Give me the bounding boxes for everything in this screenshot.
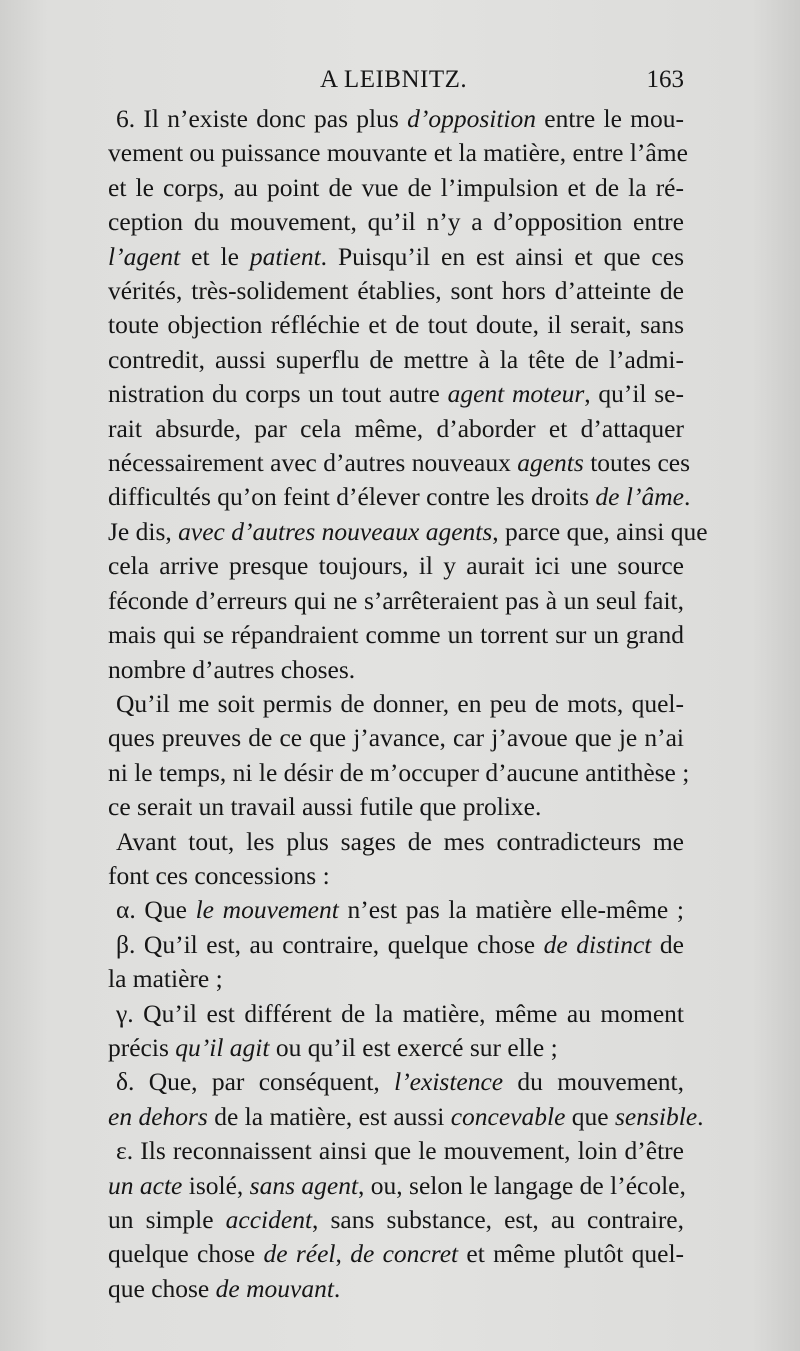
text-line: et le corps, au point de vue de l’impulsion et de la ré- bbox=[108, 172, 684, 202]
text-line: un simple accident, sans substance, est, au contraire, bbox=[108, 1205, 685, 1234]
text-line: précis qu’il agit ou qu’il est exercé sur elle ; bbox=[108, 1032, 558, 1062]
text-line: féconde d’erreurs qui ne s’arrêteraient pas à un seul fait, bbox=[108, 585, 684, 615]
text-line: ception du mouvement, qu’il n’y a d’opposition entre bbox=[108, 207, 684, 237]
text-line: ques preuves de ce que j’avance, car j’avoue que je n’ai bbox=[108, 723, 684, 753]
list-item-delta: δ. Que, par conséquent, l’existence du mouvement, bbox=[116, 1067, 684, 1097]
text-line: rait absurde, par cela même, d’aborder et d’attaquer bbox=[108, 413, 684, 443]
text-line: que chose de mouvant. bbox=[108, 1273, 341, 1303]
text-line: nombre d’autres choses. bbox=[108, 654, 356, 684]
body-text bbox=[108, 102, 708, 1306]
list-item-alpha: α. Que le mouvement n’est pas la matière elle-même ; bbox=[116, 895, 685, 925]
text-line: un acte isolé, sans agent, ou, selon le langage de l’école, bbox=[108, 1170, 686, 1200]
text-line: vérités, très-solidement établies, sont hors d’atteinte de bbox=[108, 276, 684, 306]
text-line: contredit, aussi superflu de mettre à la tête de l’admi- bbox=[108, 344, 684, 374]
text-line: vement ou puissance mouvante et la matière, entre l’âme bbox=[108, 138, 688, 168]
text-line: toute objection réfléchie et de tout doute, il serait, sans bbox=[108, 310, 684, 340]
text-line: l’agent et le patient. Puisqu’il en est ainsi et que ces bbox=[108, 241, 684, 271]
text-line: difficultés qu’on feint d’élever contre les droits de l’âme. bbox=[108, 482, 691, 512]
text-line: Je dis, avec d’autres nouveaux agents, parce que, ainsi que bbox=[108, 516, 708, 546]
text-line: ni le temps, ni le désir de m’occuper d’aucune antithèse ; bbox=[108, 757, 690, 787]
text-line: 6. Il n’existe donc pas plus d’opposition entre le mou- bbox=[116, 104, 684, 133]
text-line: Qu’il me soit permis de donner, en peu de mots, quel- bbox=[116, 688, 684, 718]
text-line: nistration du corps un tout autre agent moteur, qu’il se- bbox=[108, 379, 684, 409]
text-line: Avant tout, les plus sages de mes contradicteurs me bbox=[116, 826, 684, 856]
text-line: mais qui se répandraient comme un torrent sur un grand bbox=[108, 620, 684, 650]
list-item-gamma: γ. Qu’il est différent de la matière, même au moment bbox=[116, 998, 684, 1028]
text-line: font ces concessions : bbox=[108, 860, 330, 890]
list-item-beta: β. Qu’il est, au contraire, quelque chose de distinct de bbox=[116, 929, 684, 959]
page-number: 163 bbox=[646, 66, 684, 93]
list-item-epsilon: ε. Ils reconnaissent ainsi que le mouvement, loin d’être bbox=[116, 1136, 684, 1166]
text-line: cela arrive presque toujours, il y aurait ici une source bbox=[108, 551, 684, 581]
page-header bbox=[108, 66, 684, 100]
text-line: la matière ; bbox=[108, 964, 223, 994]
text-line: en dehors de la matière, est aussi concevable que sensible. bbox=[108, 1101, 704, 1131]
text-line: ce serait un travail aussi futile que prolixe. bbox=[108, 792, 542, 822]
text-line: nécessairement avec d’autres nouveaux agents toutes ces bbox=[108, 448, 691, 478]
text-line: quelque chose de réel, de concret et même plutôt quel- bbox=[108, 1239, 685, 1269]
running-title: A LEIBNITZ. bbox=[320, 66, 468, 93]
